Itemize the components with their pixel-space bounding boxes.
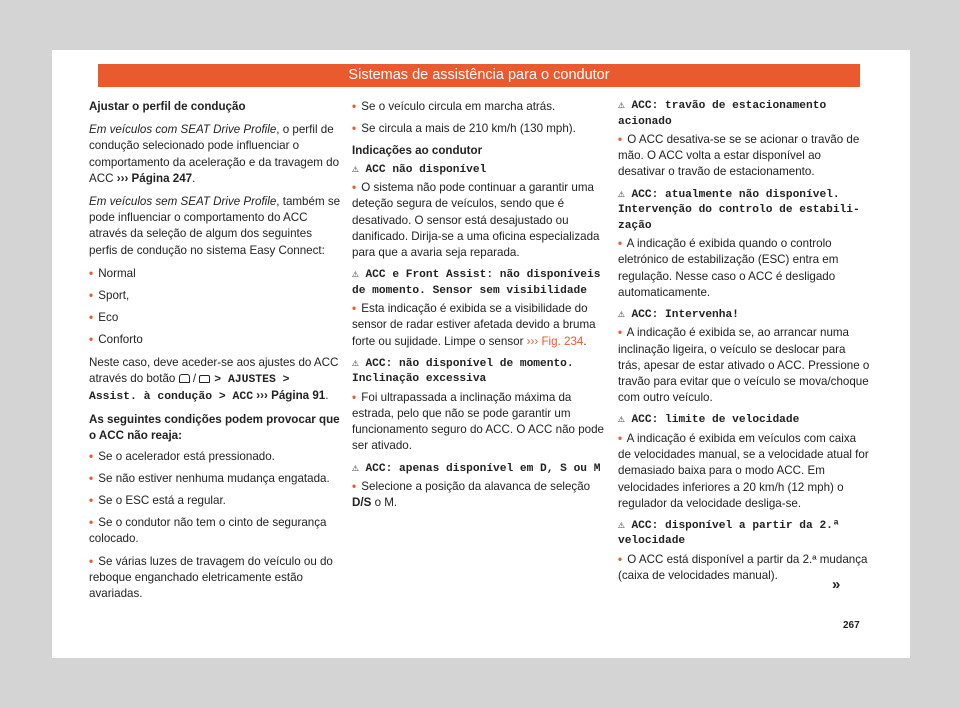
figure-reference[interactable]: ››› Fig. 234 bbox=[526, 334, 584, 348]
warning-car-icon: ⚠ bbox=[352, 357, 359, 370]
warning-car-icon: ⚠ bbox=[618, 308, 625, 321]
column-right bbox=[618, 99, 870, 591]
warning-title: ⚠ ACC: não disponível de momento. Inclinação excessiva bbox=[352, 357, 574, 386]
warning-text: • A indicação é exibida se, ao arrancar numa inclinação ligeira, o veículo se deslocar para trás, apesar de estar ativado o ACC. Pressione o travão para evitar que o veículo se mova/choque com outro veículo. bbox=[618, 326, 870, 405]
warning-text: • Selecione a posição da alavanca de seleção D/S o M. bbox=[352, 480, 591, 510]
paragraph-menu-path: Neste caso, deve aceder-se aos ajustes do ACC através do botão / > AJUSTES > Assist. à condução > ACC ››› Página 91. bbox=[89, 355, 339, 404]
car-settings-icon bbox=[199, 375, 210, 383]
warning-title: ⚠ ACC: Intervenha! bbox=[618, 308, 739, 321]
warning-title: ⚠ ACC: limite de velocidade bbox=[618, 414, 800, 427]
warning-car-icon: ⚠ bbox=[618, 519, 625, 532]
list-item: • Se o condutor não tem o cinto de segurança colocado. bbox=[89, 516, 327, 546]
list-item: • Se o veículo circula em marcha atrás. bbox=[352, 100, 556, 113]
warning-text: • O ACC desativa-se se se acionar o travão de mão. O ACC volta a estar disponível ao desativar o travão de estacionamento. bbox=[618, 133, 860, 179]
list-item: • Se circula a mais de 210 km/h (130 mph). bbox=[352, 122, 576, 136]
heading-conditions: As seguintes condições podem provocar que o ACC não reaja: bbox=[89, 413, 340, 443]
page-number: 267 bbox=[843, 620, 860, 631]
warning-text: • A indicação é exibida quando o controlo eletrónico de estabilização (ESC) entra em regulação. Nesse caso o ACC é desligado automaticamente. bbox=[618, 237, 839, 299]
warning-title: ⚠ ACC: apenas disponível em D, S ou M bbox=[352, 462, 601, 475]
warning-car-icon: ⚠ bbox=[352, 462, 359, 475]
warning-title: ⚠ ACC não disponível bbox=[352, 163, 487, 176]
list-item: • Sport, bbox=[89, 289, 130, 303]
list-item: • Se várias luzes de travagem do veículo ou do reboque enganchado eletricamente estão avariadas. bbox=[89, 554, 333, 601]
page-reference[interactable]: ››› Página 91 bbox=[256, 389, 326, 403]
column-left bbox=[89, 99, 341, 608]
list-item: • Se não estiver nenhuma mudança engatada. bbox=[89, 471, 330, 485]
list-item: • Se o acelerador está pressionado. bbox=[89, 449, 275, 463]
car-menu-icon bbox=[179, 374, 190, 383]
heading-drive-profile: Ajustar o perfil de condução bbox=[89, 100, 246, 113]
paragraph-without-profile: Em veículos sem SEAT Drive Profile, também se pode influenciar o comportamento do ACC através da seleção de algum dos seguintes perfis de condução no sistema Easy Connect: bbox=[89, 195, 341, 257]
warning-car-icon: ⚠ bbox=[618, 100, 625, 112]
warning-text: • Foi ultrapassada a inclinação máxima da estrada, pelo que não se pode garantir um funcionamento seguro do ACC. O ACC não pode ser ativado. bbox=[352, 390, 604, 453]
list-item: • Normal bbox=[89, 266, 136, 280]
list-item: • Se o ESC está a regular. bbox=[89, 494, 226, 508]
warning-title: ⚠ ACC: travão de estacionamento acionado bbox=[618, 100, 827, 128]
list-item: • Conforto bbox=[89, 333, 143, 347]
warning-text: • A indicação é exibida em veículos com caixa de velocidades manual, se a velocidade atual for demasiado baixa para o modo ACC. Em velocidades inferiores a 20 km/h (12 mph) o regulador da velocidade desliga-se. bbox=[618, 431, 869, 510]
paragraph-with-profile: Em veículos com SEAT Drive Profile, o perfil de condução selecionado pode influenciar o comportamento da aceleração e da travagem do ACC ››› Página 247. bbox=[89, 123, 340, 185]
warning-title: ⚠ ACC: disponível a partir da 2.ª velocidade bbox=[618, 519, 840, 548]
warning-text: • O sistema não pode continuar a garantir uma deteção segura de veículos, sendo que é desativado. O sensor está desajustado ou danificado. Dirija-se a uma oficina especializada para que a avaria seja reparada. bbox=[352, 181, 600, 259]
warning-text: • O ACC está disponível a partir da 2.ª mudança (caixa de velocidades manual). bbox=[618, 552, 868, 583]
continue-mark: » bbox=[832, 576, 841, 593]
warning-title: ⚠ ACC e Front Assist: não disponíveis de momento. Sensor sem visibilidade bbox=[352, 269, 601, 297]
section-header: Sistemas de assistência para o condutor bbox=[98, 64, 860, 87]
warning-car-icon: ⚠ bbox=[618, 188, 625, 201]
warning-car-icon: ⚠ bbox=[618, 414, 625, 427]
warning-text: • Esta indicação é exibida se a visibilidade do sensor de radar estiver afetada devido a bruma forte ou sujidade. Limpe o sensor ››› Fig. 234. bbox=[352, 302, 596, 348]
warning-car-icon: ⚠ bbox=[352, 269, 359, 282]
heading-driver-messages: Indicações ao condutor bbox=[352, 144, 483, 158]
list-item: • Eco bbox=[89, 311, 119, 325]
manual-page bbox=[52, 50, 910, 658]
page-reference[interactable]: ››› Página 247 bbox=[116, 171, 193, 185]
warning-title: ⚠ ACC: atualmente não disponível. Intervenção do controlo de estabilização bbox=[618, 188, 860, 232]
warning-car-icon: ⚠ bbox=[352, 163, 359, 176]
column-middle bbox=[352, 99, 604, 518]
